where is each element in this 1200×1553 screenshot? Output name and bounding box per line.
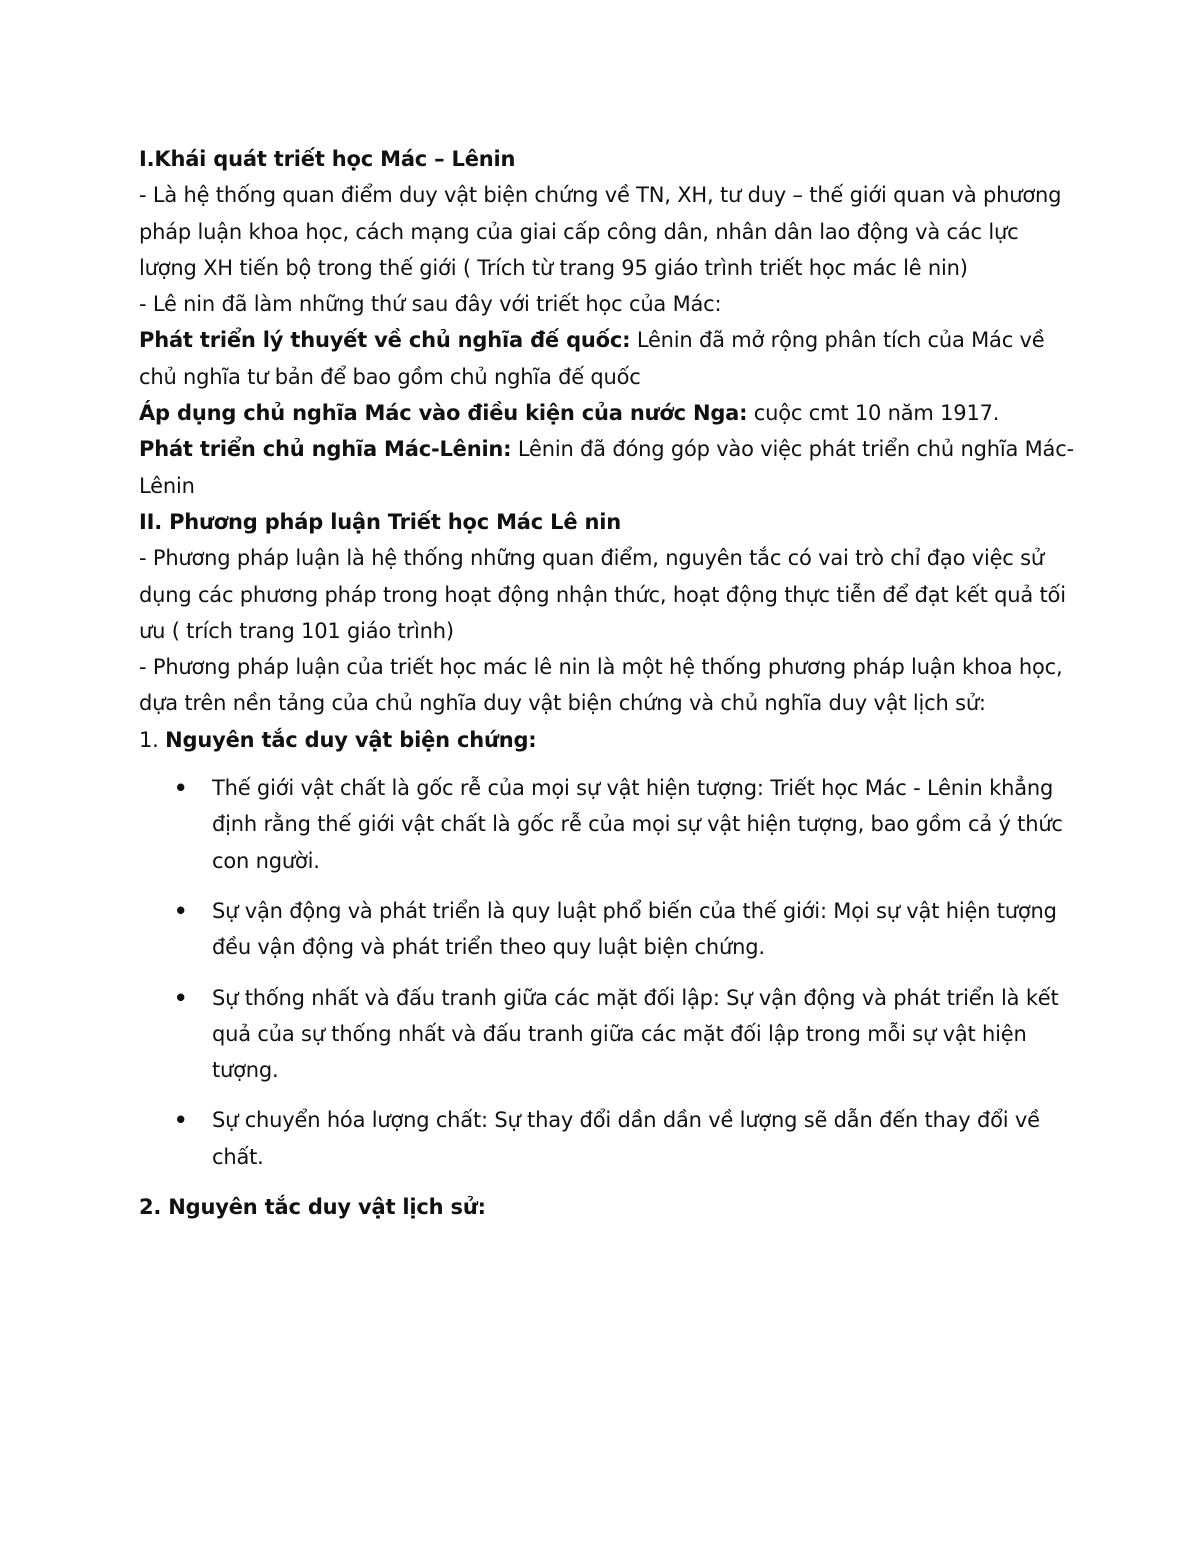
subsection-1-title: Nguyên tắc duy vật biện chứng:	[165, 727, 537, 752]
bullet-icon: •	[174, 776, 188, 801]
list-item	[139, 1102, 1079, 1175]
dialectical-principles-list	[139, 770, 1079, 1175]
list-item	[139, 893, 1079, 966]
subsection-1-heading	[139, 722, 1079, 758]
document-page	[139, 141, 1079, 1225]
lenin-contribution-3-title: Phát triển chủ nghĩa Mác-Lênin:	[139, 437, 512, 462]
section-2-paragraph-2: - Phương pháp luận của triết học mác lê nin là một hệ thống phương pháp luận khoa học, dựa trên nền tảng của chủ nghĩa duy vật biện chứng và chủ nghĩa duy vật lịch sử:	[139, 655, 1063, 716]
section-2-heading: II. Phương pháp luận Triết học Mác Lê nin	[139, 509, 621, 534]
lenin-contribution-2-text: cuộc cmt 10 năm 1917.	[747, 401, 1000, 426]
list-item-text: Sự chuyển hóa lượng chất: Sự thay đổi dần dần về lượng sẽ dẫn đến thay đổi về chất.	[212, 1108, 1040, 1169]
bullet-icon: •	[174, 985, 188, 1010]
lenin-contribution-1-title: Phát triển lý thuyết về chủ nghĩa đế quốc:	[139, 328, 631, 353]
lenin-contribution-3-text: Lênin đã đóng góp vào việc phát triển chủ nghĩa Mác-Lênin	[139, 437, 1074, 498]
subsection-2-heading: 2. Nguyên tắc duy vật lịch sử:	[139, 1195, 486, 1220]
subsection-1-number: 1.	[139, 727, 166, 752]
lenin-contribution-2	[139, 395, 1079, 431]
list-item	[139, 770, 1079, 879]
section-2-paragraph-1: - Phương pháp luận là hệ thống những quan điểm, nguyên tắc có vai trò chỉ đạo việc sử dụng các phương pháp trong hoạt động nhận thức, hoạt động thực tiễn để đạt kết quả tối ưu ( trích trang 101 giáo trình)	[139, 546, 1066, 643]
lenin-contribution-1-text: Lênin đã mở rộng phân tích của Mác về chủ nghĩa tư bản để bao gồm chủ nghĩa đế quốc	[139, 328, 1045, 389]
section-1-heading: I.Khái quát triết học Mác – Lênin	[139, 147, 516, 171]
lenin-contribution-2-title: Áp dụng chủ nghĩa Mác vào điều kiện của nước Nga:	[139, 401, 748, 426]
list-item-text: Thế giới vật chất là gốc rễ của mọi sự vật hiện tượng: Triết học Mác - Lênin khẳng định rằng thế giới vật chất là gốc rễ của mọi sự vật hiện tượng, bao gồm cả ý thức con người.	[212, 776, 1063, 873]
bullet-icon: •	[174, 898, 188, 923]
list-item-text: Sự thống nhất và đấu tranh giữa các mặt đối lập: Sự vận động và phát triển là kết quả của sự thống nhất và đấu tranh giữa các mặt đối lập trong mỗi sự vật hiện tượng.	[212, 985, 1059, 1083]
section-1-paragraph-1: - Là hệ thống quan điểm duy vật biện chứng về TN, XH, tư duy – thế giới quan và phương pháp luận khoa học, cách mạng của giai cấp công dân, nhân dân lao động và các lực lượng XH tiến bộ trong thế giới ( Trích từ trang 95 giáo trình triết học mác lê nin)	[139, 183, 1062, 280]
lenin-contribution-3	[139, 431, 1079, 504]
bullet-icon: •	[174, 1108, 188, 1133]
lenin-contribution-1	[139, 322, 1079, 395]
list-item	[139, 980, 1079, 1089]
list-item-text: Sự vận động và phát triển là quy luật phổ biến của thế giới: Mọi sự vật hiện tượng đều vận động và phát triển theo quy luật biện chứng.	[212, 898, 1057, 960]
section-1-paragraph-2: - Lê nin đã làm những thứ sau đây với triết học của Mác:	[139, 292, 722, 317]
